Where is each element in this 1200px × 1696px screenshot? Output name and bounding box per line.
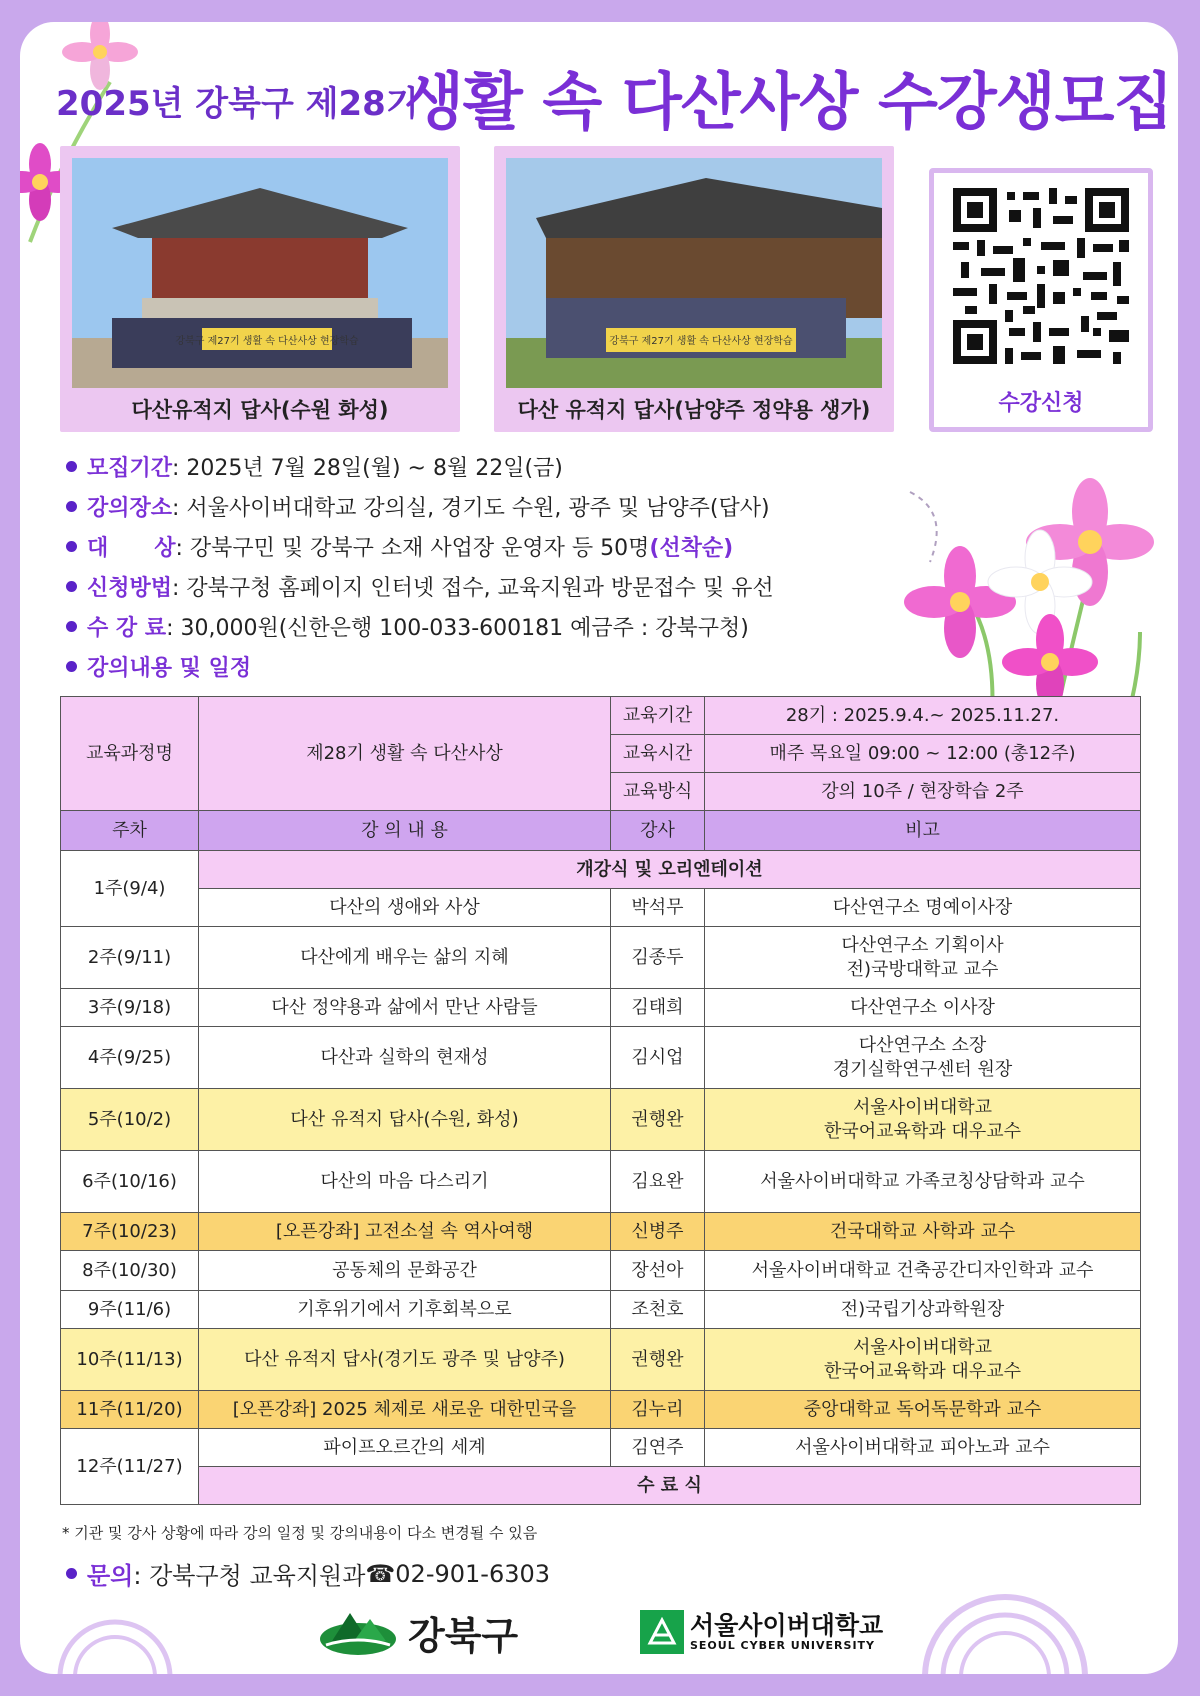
gangbuk-mountain-icon bbox=[318, 1607, 398, 1657]
gangbuk-logo bbox=[318, 1604, 518, 1660]
info-label: 신청방법 bbox=[87, 575, 173, 601]
schedule-table bbox=[60, 696, 1141, 1505]
lecturer-cell: 장선아 bbox=[611, 1251, 705, 1291]
photo-suwon-hwaseong bbox=[72, 158, 448, 388]
meta-key: 교육기간 bbox=[611, 697, 705, 735]
content-cell: 다산 유적지 답사(수원, 화성) bbox=[199, 1089, 611, 1151]
meta-value: 강의 10주 / 현장학습 2주 bbox=[705, 773, 1141, 811]
bullet-icon bbox=[66, 621, 77, 632]
lecturer-cell: 김연주 bbox=[611, 1429, 705, 1467]
photo-card-namyangju bbox=[494, 146, 894, 432]
note-cell: 건국대학교 사학과 교수 bbox=[705, 1213, 1141, 1251]
content-cell: 다산의 생애와 사상 bbox=[199, 889, 611, 927]
table-row bbox=[61, 1151, 1141, 1213]
contact-label: 문의 bbox=[87, 1562, 134, 1590]
table-row bbox=[61, 1291, 1141, 1329]
meta-value: 매주 목요일 09:00 ~ 12:00 (총12주) bbox=[705, 735, 1141, 773]
content-cell: 다산 정약용과 삶에서 만난 사람들 bbox=[199, 989, 611, 1027]
footnote: * 기관 및 강사 상황에 따라 강의 일정 및 강의내용이 다소 변경될 수 있음 bbox=[62, 1524, 538, 1542]
lecturer-cell: 신병주 bbox=[611, 1213, 705, 1251]
table-row bbox=[61, 697, 1141, 735]
header-note: 비고 bbox=[705, 811, 1141, 851]
table-row bbox=[61, 1467, 1141, 1505]
info-label: 모집기간 bbox=[87, 455, 173, 481]
course-name-label: 교육과정명 bbox=[61, 697, 199, 811]
photo-card-suwon bbox=[60, 146, 460, 432]
info-label: 대 상 bbox=[87, 535, 176, 561]
week-cell: 6주(10/16) bbox=[61, 1151, 199, 1213]
table-row-open-lecture bbox=[61, 1391, 1141, 1429]
info-value: : 강북구청 홈페이지 인터넷 접수, 교육지원과 방문접수 및 유선 bbox=[172, 575, 774, 601]
content-cell: [오픈강좌] 고전소설 속 역사여행 bbox=[199, 1213, 611, 1251]
note-cell bbox=[705, 927, 1141, 989]
contact-text: : 강북구청 교육지원과 bbox=[133, 1562, 366, 1590]
info-label: 강의내용 및 일정 bbox=[87, 655, 252, 681]
lecturer-cell: 권행완 bbox=[611, 1089, 705, 1151]
note-cell: 다산연구소 이사장 bbox=[705, 989, 1141, 1027]
content-cell: 파이프오르간의 세계 bbox=[199, 1429, 611, 1467]
week-cell: 4주(9/25) bbox=[61, 1027, 199, 1089]
note-cell: 서울사이버대학교 건축공간디자인학과 교수 bbox=[705, 1251, 1141, 1291]
note-cell: 전)국립기상과학원장 bbox=[705, 1291, 1141, 1329]
lecturer-cell: 김누리 bbox=[611, 1391, 705, 1429]
table-row-field-trip bbox=[61, 1089, 1141, 1151]
closing-ceremony: 수 료 식 bbox=[199, 1467, 1141, 1505]
photo-banner-text: 강북구 제27기 생활 속 다산사상 현장학습 bbox=[609, 336, 793, 347]
lecturer-cell: 김종두 bbox=[611, 927, 705, 989]
note-line: 한국어교육학과 대우교수 bbox=[824, 1360, 1021, 1382]
poster-title bbox=[52, 52, 1173, 138]
title-subheading: 2025년 강북구 제28기 bbox=[56, 84, 419, 124]
info-value: : 2025년 7월 28일(월) ~ 8월 22일(금) bbox=[172, 455, 563, 481]
contact-phone[interactable]: 02-901-6303 bbox=[395, 1559, 551, 1588]
week-cell: 1주(9/4) bbox=[61, 851, 199, 927]
table-header-row bbox=[61, 811, 1141, 851]
qr-apply-label[interactable]: 수강신청 bbox=[998, 391, 1084, 416]
info-location bbox=[66, 486, 966, 526]
table-row bbox=[61, 1251, 1141, 1291]
table-row bbox=[61, 1027, 1141, 1089]
info-highlight: (선착순) bbox=[649, 535, 734, 561]
note-line: 서울사이버대학교 bbox=[852, 1336, 993, 1358]
table-row bbox=[61, 889, 1141, 927]
meta-key: 교육시간 bbox=[611, 735, 705, 773]
table-row bbox=[61, 927, 1141, 989]
content-cell: 다산에게 배우는 삶의 지혜 bbox=[199, 927, 611, 989]
recruitment-info bbox=[66, 446, 966, 686]
table-row bbox=[61, 851, 1141, 889]
info-fee bbox=[66, 606, 966, 646]
qr-code-card[interactable] bbox=[929, 168, 1153, 432]
week-cell: 7주(10/23) bbox=[61, 1213, 199, 1251]
note-line: 한국어교육학과 대우교수 bbox=[824, 1120, 1021, 1142]
header-lecturer: 강사 bbox=[611, 811, 705, 851]
qr-code[interactable] bbox=[953, 188, 1129, 364]
round-emblem-bottom-left-decoration bbox=[50, 1612, 180, 1674]
info-method bbox=[66, 566, 966, 606]
lecturer-cell: 김시업 bbox=[611, 1027, 705, 1089]
info-value: : 30,000원(신한은행 100-033-600181 예금주 : 강북구청) bbox=[166, 615, 749, 641]
info-schedule-heading bbox=[66, 646, 966, 686]
bullet-icon bbox=[66, 501, 77, 512]
content-cell: 기후위기에서 기후회복으로 bbox=[199, 1291, 611, 1329]
meta-value: 28기 : 2025.9.4.~ 2025.11.27. bbox=[705, 697, 1141, 735]
week-cell: 2주(9/11) bbox=[61, 927, 199, 989]
bullet-icon bbox=[66, 461, 77, 472]
note-cell: 서울사이버대학교 가족코칭상담학과 교수 bbox=[705, 1151, 1141, 1213]
scu-logo-text-korean: 서울사이버대학교 bbox=[690, 1610, 884, 1640]
week-cell: 5주(10/2) bbox=[61, 1089, 199, 1151]
note-line: 다산연구소 기획이사 bbox=[841, 934, 1004, 956]
meta-key: 교육방식 bbox=[611, 773, 705, 811]
content-cell: 다산 유적지 답사(경기도 광주 및 남양주) bbox=[199, 1329, 611, 1391]
scu-logo bbox=[640, 1604, 883, 1660]
bullet-icon bbox=[66, 1568, 77, 1579]
round-emblem-bottom-right-decoration bbox=[920, 1582, 1090, 1674]
content-cell: 공동체의 문화공간 bbox=[199, 1251, 611, 1291]
bullet-icon bbox=[66, 661, 77, 672]
table-row-open-lecture bbox=[61, 1213, 1141, 1251]
week-cell: 8주(10/30) bbox=[61, 1251, 199, 1291]
table-row bbox=[61, 1429, 1141, 1467]
contact-info bbox=[66, 1556, 550, 1591]
lecturer-cell: 조천호 bbox=[611, 1291, 705, 1329]
phone-icon: ☎ bbox=[365, 1559, 396, 1588]
lecturer-cell: 김요완 bbox=[611, 1151, 705, 1213]
lecturer-cell: 박석무 bbox=[611, 889, 705, 927]
header-week: 주차 bbox=[61, 811, 199, 851]
info-target bbox=[66, 526, 966, 566]
lecturer-cell: 권행완 bbox=[611, 1329, 705, 1391]
note-cell bbox=[705, 1089, 1141, 1151]
week-cell: 11주(11/20) bbox=[61, 1391, 199, 1429]
note-cell: 중앙대학교 독어독문학과 교수 bbox=[705, 1391, 1141, 1429]
week-cell: 9주(11/6) bbox=[61, 1291, 199, 1329]
note-cell: 서울사이버대학교 피아노과 교수 bbox=[705, 1429, 1141, 1467]
note-line: 경기실학연구센터 원장 bbox=[832, 1058, 1013, 1080]
gangbuk-logo-text: 강북구 bbox=[408, 1613, 519, 1658]
photo-banner-text: 강북구 제27기 생활 속 다산사상 현장학습 bbox=[175, 336, 359, 347]
info-value: : 강북구민 및 강북구 소재 사업장 운영자 등 50명 bbox=[175, 535, 650, 561]
info-label: 강의장소 bbox=[87, 495, 173, 521]
note-line: 전)국방대학교 교수 bbox=[846, 958, 999, 980]
bullet-icon bbox=[66, 541, 77, 552]
photo-caption: 다산 유적지 답사(남양주 정약용 생가) bbox=[517, 398, 871, 422]
scu-logo-text-english: SEOUL CYBER UNIVERSITY bbox=[690, 1638, 876, 1652]
photo-caption: 다산유적지 답사(수원 화성) bbox=[131, 398, 389, 422]
bullet-icon bbox=[66, 581, 77, 592]
week-cell: 12주(11/27) bbox=[61, 1429, 199, 1505]
note-cell bbox=[705, 1329, 1141, 1391]
title-heading: 생활 속 다산사상 수강생모집 bbox=[404, 65, 1173, 138]
table-row bbox=[61, 989, 1141, 1027]
content-cell: [오픈강좌] 2025 체제로 새로운 대한민국을 bbox=[199, 1391, 611, 1429]
note-cell: 다산연구소 명예이사장 bbox=[705, 889, 1141, 927]
info-label: 수 강 료 bbox=[87, 615, 167, 641]
content-cell: 다산과 실학의 현재성 bbox=[199, 1027, 611, 1089]
scu-emblem-icon bbox=[640, 1610, 684, 1654]
note-cell bbox=[705, 1027, 1141, 1089]
info-period bbox=[66, 446, 966, 486]
header-content: 강 의 내 용 bbox=[199, 811, 611, 851]
photo-namyangju-birthplace bbox=[506, 158, 882, 388]
note-line: 서울사이버대학교 bbox=[852, 1096, 993, 1118]
opening-ceremony: 개강식 및 오리엔테이션 bbox=[199, 851, 1141, 889]
week-cell: 3주(9/18) bbox=[61, 989, 199, 1027]
lecturer-cell: 김태희 bbox=[611, 989, 705, 1027]
week-cell: 10주(11/13) bbox=[61, 1329, 199, 1391]
info-value: : 서울사이버대학교 강의실, 경기도 수원, 광주 및 남양주(답사) bbox=[172, 495, 770, 521]
content-cell: 다산의 마음 다스리기 bbox=[199, 1151, 611, 1213]
course-name: 제28기 생활 속 다산사상 bbox=[199, 697, 611, 811]
note-line: 다산연구소 소장 bbox=[858, 1034, 987, 1056]
table-row-field-trip bbox=[61, 1329, 1141, 1391]
